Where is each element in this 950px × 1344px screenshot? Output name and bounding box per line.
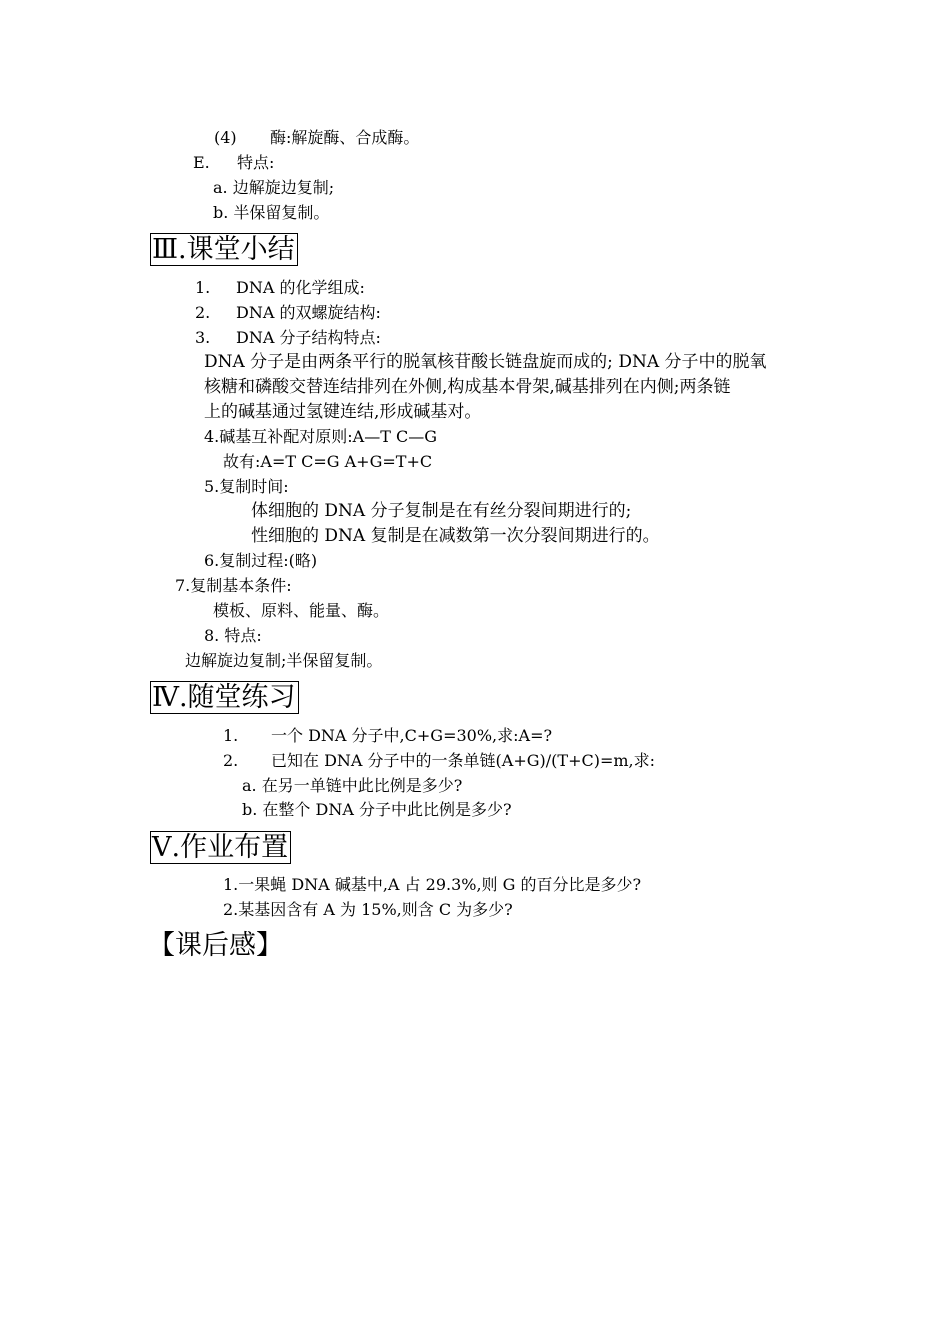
summary-item-2 — [195, 303, 381, 323]
summary-item-7: 7.复制基本条件: — [175, 576, 292, 595]
summary-item-1 — [195, 278, 365, 298]
summary-item-6: 6.复制过程:(略) — [204, 551, 318, 570]
intro-line-features-num: E. — [193, 153, 210, 172]
summary-item-1-num: 1. — [195, 278, 211, 297]
practice-question-2b: b. 在整个 DNA 分子中此比例是多少? — [242, 800, 512, 819]
section-heading-homework — [150, 831, 291, 864]
summary-item-1-text: DNA 的化学组成: — [236, 278, 365, 297]
afterword-heading: 【课后感】 — [148, 930, 283, 961]
intro-line-a: a. 边解旋边复制; — [213, 178, 335, 197]
summary-item-3-num: 3. — [195, 328, 211, 347]
summary-item-4: 4.碱基互补配对原则:A—T C—G — [204, 427, 437, 446]
section-heading-practice-text: Ⅳ.随堂练习 — [150, 681, 299, 714]
summary-item-7-detail: 模板、原料、能量、酶。 — [213, 601, 390, 620]
summary-item-2-text: DNA 的双螺旋结构: — [236, 303, 381, 322]
summary-item-3 — [195, 328, 381, 348]
section-heading-summary — [150, 233, 298, 266]
intro-line-b: b. 半保留复制。 — [213, 203, 330, 222]
intro-line-enzyme-text: 酶:解旋酶、合成酶。 — [270, 128, 420, 147]
practice-question-2 — [223, 751, 655, 771]
section-heading-summary-text: Ⅲ.课堂小结 — [150, 233, 298, 266]
practice-question-1-num: 1. — [223, 726, 239, 745]
summary-item-5: 5.复制时间: — [204, 477, 289, 496]
intro-line-enzyme-num: (4) — [214, 128, 237, 147]
summary-item-4-result: 故有:A=T C=G A+G=T+C — [223, 452, 433, 471]
practice-question-1-text: 一个 DNA 分子中,C+G=30%,求:A=? — [271, 726, 553, 745]
structure-paragraph-line-1: DNA 分子是由两条平行的脱氧核苷酸长链盘旋而成的; DNA 分子中的脱氧 — [204, 352, 767, 372]
summary-item-5-somatic: 体细胞的 DNA 分子复制是在有丝分裂间期进行的; — [251, 501, 632, 521]
summary-item-3-text: DNA 分子结构特点: — [236, 328, 381, 347]
intro-line-features — [193, 153, 274, 173]
summary-item-2-num: 2. — [195, 303, 211, 322]
summary-item-8: 8. 特点: — [204, 626, 262, 645]
structure-paragraph-line-2: 核糖和磷酸交替连结排列在外侧,构成基本骨架,碱基排列在内侧;两条链 — [204, 377, 731, 397]
intro-line-features-text: 特点: — [237, 153, 275, 172]
practice-question-2a: a. 在另一单链中此比例是多少? — [242, 776, 463, 795]
structure-paragraph-line-3: 上的碱基通过氢键连结,形成碱基对。 — [204, 402, 482, 422]
homework-item-1: 1.一果蝇 DNA 碱基中,A 占 29.3%,则 G 的百分比是多少? — [223, 875, 642, 894]
practice-question-2-num: 2. — [223, 751, 239, 770]
section-heading-practice — [150, 681, 299, 714]
summary-item-8-detail: 边解旋边复制;半保留复制。 — [185, 651, 383, 670]
summary-item-5-germ: 性细胞的 DNA 复制是在减数第一次分裂间期进行的。 — [251, 526, 660, 546]
homework-item-2: 2.某基因含有 A 为 15%,则含 C 为多少? — [223, 900, 513, 919]
practice-question-2-text: 已知在 DNA 分子中的一条单链(A+G)/(T+C)=m,求: — [271, 751, 656, 770]
intro-line-enzyme — [214, 128, 419, 148]
practice-question-1 — [223, 726, 552, 746]
section-heading-homework-text: Ⅴ.作业布置 — [150, 831, 291, 864]
